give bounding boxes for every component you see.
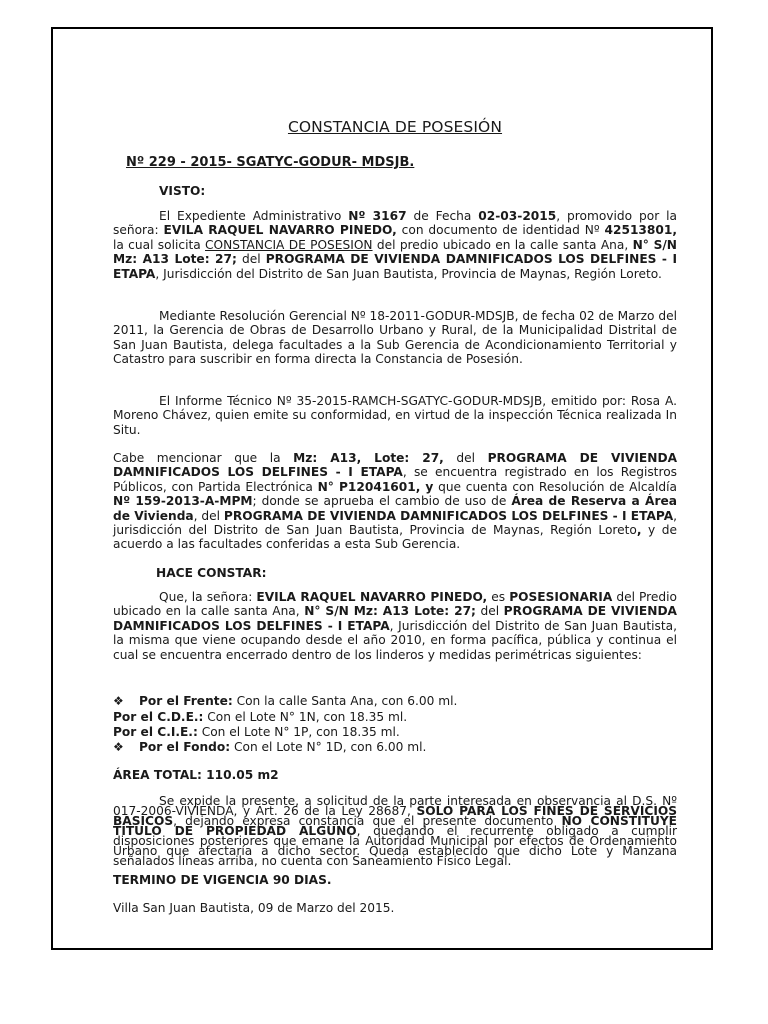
text: , se encuentra registrado en los Registros Públicos, con Partida Electrónica: [113, 465, 678, 494]
text: , Jurisdicción del Distrito de San Juan Bautista, la misma que viene ocupando desde el año 2010, en forma pacífica, pública y continua el cual se encuentra encerrado dentro de los linderos y medidas perimétricas siguientes:: [113, 618, 677, 662]
text: del: [443, 451, 488, 465]
lindero-label: Por el Frente:: [139, 694, 233, 708]
text: Se expide la presente, a solicitud de la parte interesada en observancia al D.S. Nº 017-2006-VIVIENDA, y Art. 26 de la Ley 28687,: [113, 794, 677, 818]
paragraph-expediente: [113, 209, 677, 281]
text: de Fecha: [406, 209, 479, 223]
lindero-item: [113, 710, 677, 724]
text: del Predio ubicado en la calle santa Ana,: [113, 590, 677, 619]
program-name: PROGRAMA DE VIVIENDA DAMNIFICADOS LOS DELFINES - I ETAPA: [113, 451, 678, 480]
text: es: [487, 590, 510, 604]
paragraph-resolucion-gerencial: [113, 309, 677, 367]
applicant-name: EVILA RAQUEL NAVARRO PINEDO,: [163, 223, 397, 238]
lindero-label: Por el C.D.E.:: [113, 710, 204, 724]
lot-reference: Mz: A13, Lote: 27,: [293, 451, 444, 465]
lindero-item: [113, 725, 677, 739]
text: El Expediente Administrativo: [159, 209, 349, 223]
hace-constar-heading: HACE CONSTAR:: [156, 566, 267, 580]
area-total: ÁREA TOTAL: 110.05 m2: [113, 768, 279, 782]
paragraph-informe-tecnico: [113, 394, 677, 437]
text: que cuenta con Resolución de Alcaldía: [433, 479, 677, 494]
lindero-item: [113, 694, 677, 708]
lot-reference: N° S/N Mz: A13 Lote: 27;: [304, 604, 476, 619]
text: del: [475, 604, 504, 619]
diamond-bullet-icon: ❖: [113, 694, 124, 708]
posesionaria-label: POSESIONARIA: [509, 590, 613, 604]
expediente-date: 02-03-2015: [478, 209, 557, 223]
vigencia: TERMINO DE VIGENCIA 90 DIAS.: [113, 873, 332, 887]
lot-reference: N° S/N Mz: A13 Lote: 27;: [113, 237, 677, 267]
text: del: [236, 252, 266, 267]
partida-number: N° P12041601, y: [317, 479, 434, 494]
lindero-label: Por el C.I.E.:: [113, 725, 198, 739]
visto-heading: VISTO:: [159, 184, 206, 198]
cambio-uso: Área de Reserva a Área de Vivienda: [113, 494, 677, 523]
lindero-text: Con la calle Santa Ana, con 6.00 ml.: [232, 694, 458, 708]
lindero-text: Con el Lote N° 1N, con 18.35 ml.: [203, 710, 408, 724]
issue-date: Villa San Juan Bautista, 09 de Marzo del 2015.: [113, 901, 395, 915]
document-number: Nº 229 - 2015- SGATYC-GODUR- MDSJB.: [126, 155, 415, 170]
text: la cual solicita: [113, 237, 206, 252]
no-titulo-clause: NO CONSTITUYE TITULO DE PROPIEDAD ALGUNO: [113, 814, 677, 838]
text: , Jurisdicción del Distrito de San Juan Bautista, Provincia de Maynas, Región Loreto.: [155, 266, 662, 281]
text: , jurisdicción del Distrito de San Juan Bautista, Provincia de Maynas, Región Loreto: [113, 508, 677, 538]
request-type: CONSTANCIA DE POSESION: [205, 237, 373, 252]
document-title: CONSTANCIA DE POSESIÓN: [287, 118, 503, 136]
text: ; donde se aprueba el cambio de uso de: [252, 494, 512, 509]
text: del predio ubicado en la calle santa Ana,: [372, 237, 633, 252]
text: El Informe Técnico Nº 35-2015-RAMCH-SGATYC-GODUR-MDSJB, emitido por: Rosa A. Moreno Chávez, quien emite su conformidad, en virtud de la inspección Técnica realizada In Situ.: [113, 394, 677, 437]
lindero-item: [113, 740, 677, 754]
servicios-basicos-clause: SOLO PARA LOS FINES DE SERVICIOS BASICOS: [113, 804, 677, 828]
diamond-bullet-icon: ❖: [113, 740, 124, 754]
applicant-dni: 42513801,: [604, 223, 677, 238]
paragraph-se-expide: [113, 796, 677, 866]
text: Mediante Resolución Gerencial Nº 18-2011-GODUR-MDSJB, de fecha 02 de Marzo del 2011, la Gerencia de Obras de Desarrollo Urbano y Rural, de la Municipalidad Distrital de San Juan Bautista, delega facultades a la Sub Gerencia de Acondicionamiento Territorial y Catastro para suscribir en forma directa la Constancia de Posesión.: [113, 309, 677, 367]
text: , quedando el recurrente obligado a cumplir disposiciones posteriores que emane la Autoridad Municipal por efectos de Ordenamiento Urbano que afectaría a dicho sector. Queda establecido que dicho Lote y Manzana señalados líneas arriba, no cuenta con Saneamiento Físico Legal.: [113, 824, 678, 868]
program-name: PROGRAMA DE VIVIENDA DAMNIFICADOS LOS DELFINES - I ETAPA: [223, 508, 674, 523]
text: , del: [193, 508, 224, 523]
program-name: PROGRAMA DE VIVIENDA DAMNIFICADOS LOS DELFINES - I ETAPA: [113, 252, 677, 281]
text: Que, la señora:: [159, 590, 257, 604]
text: , promovido por la señora:: [113, 209, 677, 238]
text: , dejando expresa constancia que el presente documento: [173, 814, 562, 828]
text: Cabe mencionar que la: [113, 451, 294, 465]
lindero-text: Con el Lote N° 1D, con 6.00 ml.: [230, 740, 427, 754]
program-name: PROGRAMA DE VIVIENDA DAMNIFICADOS LOS DELFINES - I ETAPA: [113, 604, 677, 633]
text: con documento de identidad Nº: [396, 223, 605, 238]
text: ,: [636, 523, 642, 538]
text: y de acuerdo a las facultades conferidas a esta Sub Gerencia.: [113, 523, 677, 552]
applicant-name: EVILA RAQUEL NAVARRO PINEDO,: [256, 590, 488, 604]
expediente-number: Nº 3167: [348, 209, 407, 223]
lindero-text: Con el Lote N° 1P, con 18.35 ml.: [197, 725, 400, 739]
lindero-label: Por el Fondo:: [139, 740, 231, 754]
resolucion-alcaldia: Nº 159-2013-A-MPM: [113, 494, 253, 509]
paragraph-hace-constar: [113, 590, 677, 662]
paragraph-cabe-mencionar: [113, 451, 677, 552]
